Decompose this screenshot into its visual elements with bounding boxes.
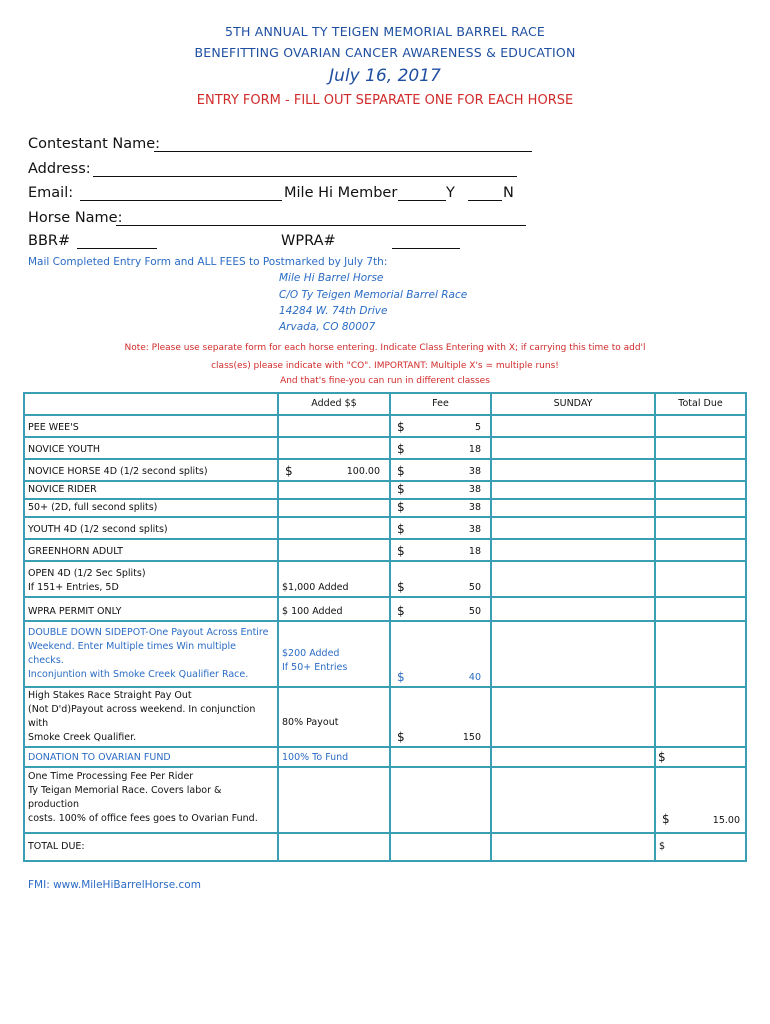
mailing-address-line: 14284 W. 74th Drive — [279, 305, 388, 317]
added-cell: $1,000 Added — [278, 561, 390, 597]
member-yes-field[interactable] — [398, 200, 446, 201]
fee-cell: $ 38 — [390, 481, 491, 499]
added-cell — [278, 437, 390, 459]
total-due-cell[interactable] — [655, 561, 746, 597]
table-row — [24, 415, 746, 437]
class-name: OPEN 4D (1/2 Sec Splits) If 151+ Entries, 5D — [24, 561, 278, 597]
note-line: And that's fine-you can run in different classes — [280, 376, 490, 386]
added-cell: $ 100 Added — [278, 597, 390, 621]
class-name: YOUTH 4D (1/2 second splits) — [24, 517, 278, 539]
total-due-cell[interactable]: $ — [655, 747, 746, 767]
total-due-cell[interactable]: $ 15.00 — [655, 767, 746, 833]
total-due-cell[interactable] — [655, 459, 746, 481]
fee-cell: $ 38 — [390, 517, 491, 539]
event-subtitle: BENEFITTING OVARIAN CANCER AWARENESS & EDUCATION — [194, 45, 576, 60]
added-cell — [278, 767, 390, 833]
fee-cell: $ 150 — [390, 687, 491, 747]
entry-form-title: ENTRY FORM - FILL OUT SEPARATE ONE FOR EACH HORSE — [196, 93, 574, 108]
table-header-row — [24, 393, 746, 415]
table-row — [24, 597, 746, 621]
class-name: 50+ (2D, full second splits) — [24, 499, 278, 517]
total-due-header: Total Due — [655, 393, 746, 415]
total-due-cell[interactable] — [655, 621, 746, 687]
class-name: DONATION TO OVARIAN FUND — [24, 747, 278, 767]
contestant-name-label: Contestant Name: — [28, 136, 161, 152]
class-name: One Time Processing Fee Per Rider Ty Teigan Memorial Race. Covers labor & production costs. 100% of office fees goes to Ovarian Fund. — [24, 767, 278, 833]
fee-cell — [390, 747, 491, 767]
sunday-entry-cell[interactable] — [491, 499, 655, 517]
fee-cell: $ 50 — [390, 561, 491, 597]
dollar-sign: $ — [659, 841, 666, 852]
sunday-entry-cell[interactable] — [491, 747, 655, 767]
address-label: Address: — [28, 161, 91, 177]
table-row — [24, 539, 746, 561]
event-date: July 16, 2017 — [329, 66, 441, 86]
mile-hi-member-label: Mile Hi Member — [284, 185, 398, 201]
note-line: class(es) please indicate with "CO". IMPORTANT: Multiple X's = multiple runs! — [211, 361, 559, 371]
mailing-address-line: Mile Hi Barrel Horse — [279, 272, 384, 284]
sunday-header: SUNDAY — [491, 393, 655, 415]
email-label: Email: — [28, 185, 74, 201]
table-row — [24, 499, 746, 517]
fee-cell: $ 18 — [390, 437, 491, 459]
wpra-field[interactable] — [392, 248, 460, 249]
added-cell: 80% Payout — [278, 687, 390, 747]
fee-cell: $ 5 — [390, 415, 491, 437]
total-due-cell[interactable] — [655, 415, 746, 437]
fee-cell: $ 50 — [390, 597, 491, 621]
sunday-entry-cell[interactable] — [491, 597, 655, 621]
total-due-cell[interactable] — [655, 499, 746, 517]
fee-cell: $ 38 — [390, 459, 491, 481]
sunday-entry-cell[interactable] — [491, 833, 655, 861]
class-name: WPRA PERMIT ONLY — [24, 597, 278, 621]
added-cell — [278, 415, 390, 437]
table-row — [24, 517, 746, 539]
table-row — [24, 621, 746, 687]
sunday-entry-cell[interactable] — [491, 621, 655, 687]
table-row — [24, 687, 746, 747]
fmi-link[interactable]: FMI: www.MileHiBarrelHorse.com — [28, 879, 201, 891]
fee-cell — [390, 833, 491, 861]
mailing-instructions: Mail Completed Entry Form and ALL FEES to Postmarked by July 7th: — [28, 256, 388, 268]
sunday-entry-cell[interactable] — [491, 437, 655, 459]
email-field[interactable] — [80, 200, 282, 201]
fee-header: Fee — [390, 393, 491, 415]
entry-table — [23, 392, 747, 862]
wpra-label: WPRA# — [281, 233, 336, 249]
sunday-entry-cell[interactable] — [491, 561, 655, 597]
horse-name-label: Horse Name: — [28, 210, 123, 226]
class-header — [24, 393, 278, 415]
class-name: High Stakes Race Straight Pay Out (Not D'd)Payout across weekend. In conjunction with Smoke Creek Qualifier. — [24, 687, 278, 747]
table-row — [24, 459, 746, 481]
class-name: DOUBLE DOWN SIDEPOT-One Payout Across Entire Weekend. Enter Multiple times Win multiple checks. Inconjuntion with Smoke Creek Qualifier Race. — [24, 621, 278, 687]
fee-cell — [390, 767, 491, 833]
mailing-address-line: Arvada, CO 80007 — [279, 321, 376, 333]
class-name: GREENHORN ADULT — [24, 539, 278, 561]
horse-name-field[interactable] — [116, 225, 526, 226]
class-name: NOVICE RIDER — [24, 481, 278, 499]
class-name: NOVICE HORSE 4D (1/2 second splits) — [24, 459, 278, 481]
total-due-cell[interactable] — [655, 687, 746, 747]
added-cell — [278, 517, 390, 539]
added-cell: 100% To Fund — [278, 747, 390, 767]
added-cell: $200 Added If 50+ Entries — [278, 621, 390, 687]
table-row — [24, 561, 746, 597]
class-name: NOVICE YOUTH — [24, 437, 278, 459]
member-yes-label: Y — [446, 185, 455, 201]
added-cell: $ 100.00 — [278, 459, 390, 481]
fee-cell: $ 40 — [390, 621, 491, 687]
table-row — [24, 747, 746, 767]
bbr-field[interactable] — [77, 248, 157, 249]
added-cell — [278, 833, 390, 861]
table-row — [24, 437, 746, 459]
total-due-cell[interactable] — [655, 597, 746, 621]
added-header: Added $$ — [278, 393, 390, 415]
table-row — [24, 767, 746, 833]
total-due-cell[interactable] — [655, 481, 746, 499]
sunday-entry-cell[interactable] — [491, 459, 655, 481]
sunday-entry-cell[interactable] — [491, 767, 655, 833]
fee-cell: $ 18 — [390, 539, 491, 561]
address-field[interactable] — [93, 176, 517, 177]
added-cell — [278, 499, 390, 517]
class-name: PEE WEE'S — [24, 415, 278, 437]
member-no-field[interactable] — [468, 200, 502, 201]
table-row — [24, 481, 746, 499]
total-due-cell[interactable] — [655, 539, 746, 561]
sunday-entry-cell[interactable] — [491, 481, 655, 499]
sunday-entry-cell[interactable] — [491, 539, 655, 561]
member-no-label: N — [503, 185, 514, 201]
added-cell — [278, 481, 390, 499]
mailing-address-line: C/O Ty Teigen Memorial Barrel Race — [279, 289, 468, 301]
total-due-cell[interactable] — [655, 437, 746, 459]
sunday-entry-cell[interactable] — [491, 517, 655, 539]
added-cell — [278, 539, 390, 561]
fee-cell: $ 38 — [390, 499, 491, 517]
total-due-cell[interactable] — [655, 517, 746, 539]
sunday-entry-cell[interactable] — [491, 687, 655, 747]
total-row — [24, 833, 746, 861]
event-title: 5TH ANNUAL TY TEIGEN MEMORIAL BARREL RACE — [224, 24, 546, 39]
note-line: Note: Please use separate form for each horse entering. Indicate Class Entering with X; if carrying this time to add'l — [124, 343, 646, 353]
total-due-label: TOTAL DUE: — [24, 833, 278, 861]
grand-total-cell[interactable] — [655, 833, 746, 861]
bbr-label: BBR# — [28, 233, 71, 249]
sunday-entry-cell[interactable] — [491, 415, 655, 437]
contestant-name-field[interactable] — [154, 151, 532, 152]
